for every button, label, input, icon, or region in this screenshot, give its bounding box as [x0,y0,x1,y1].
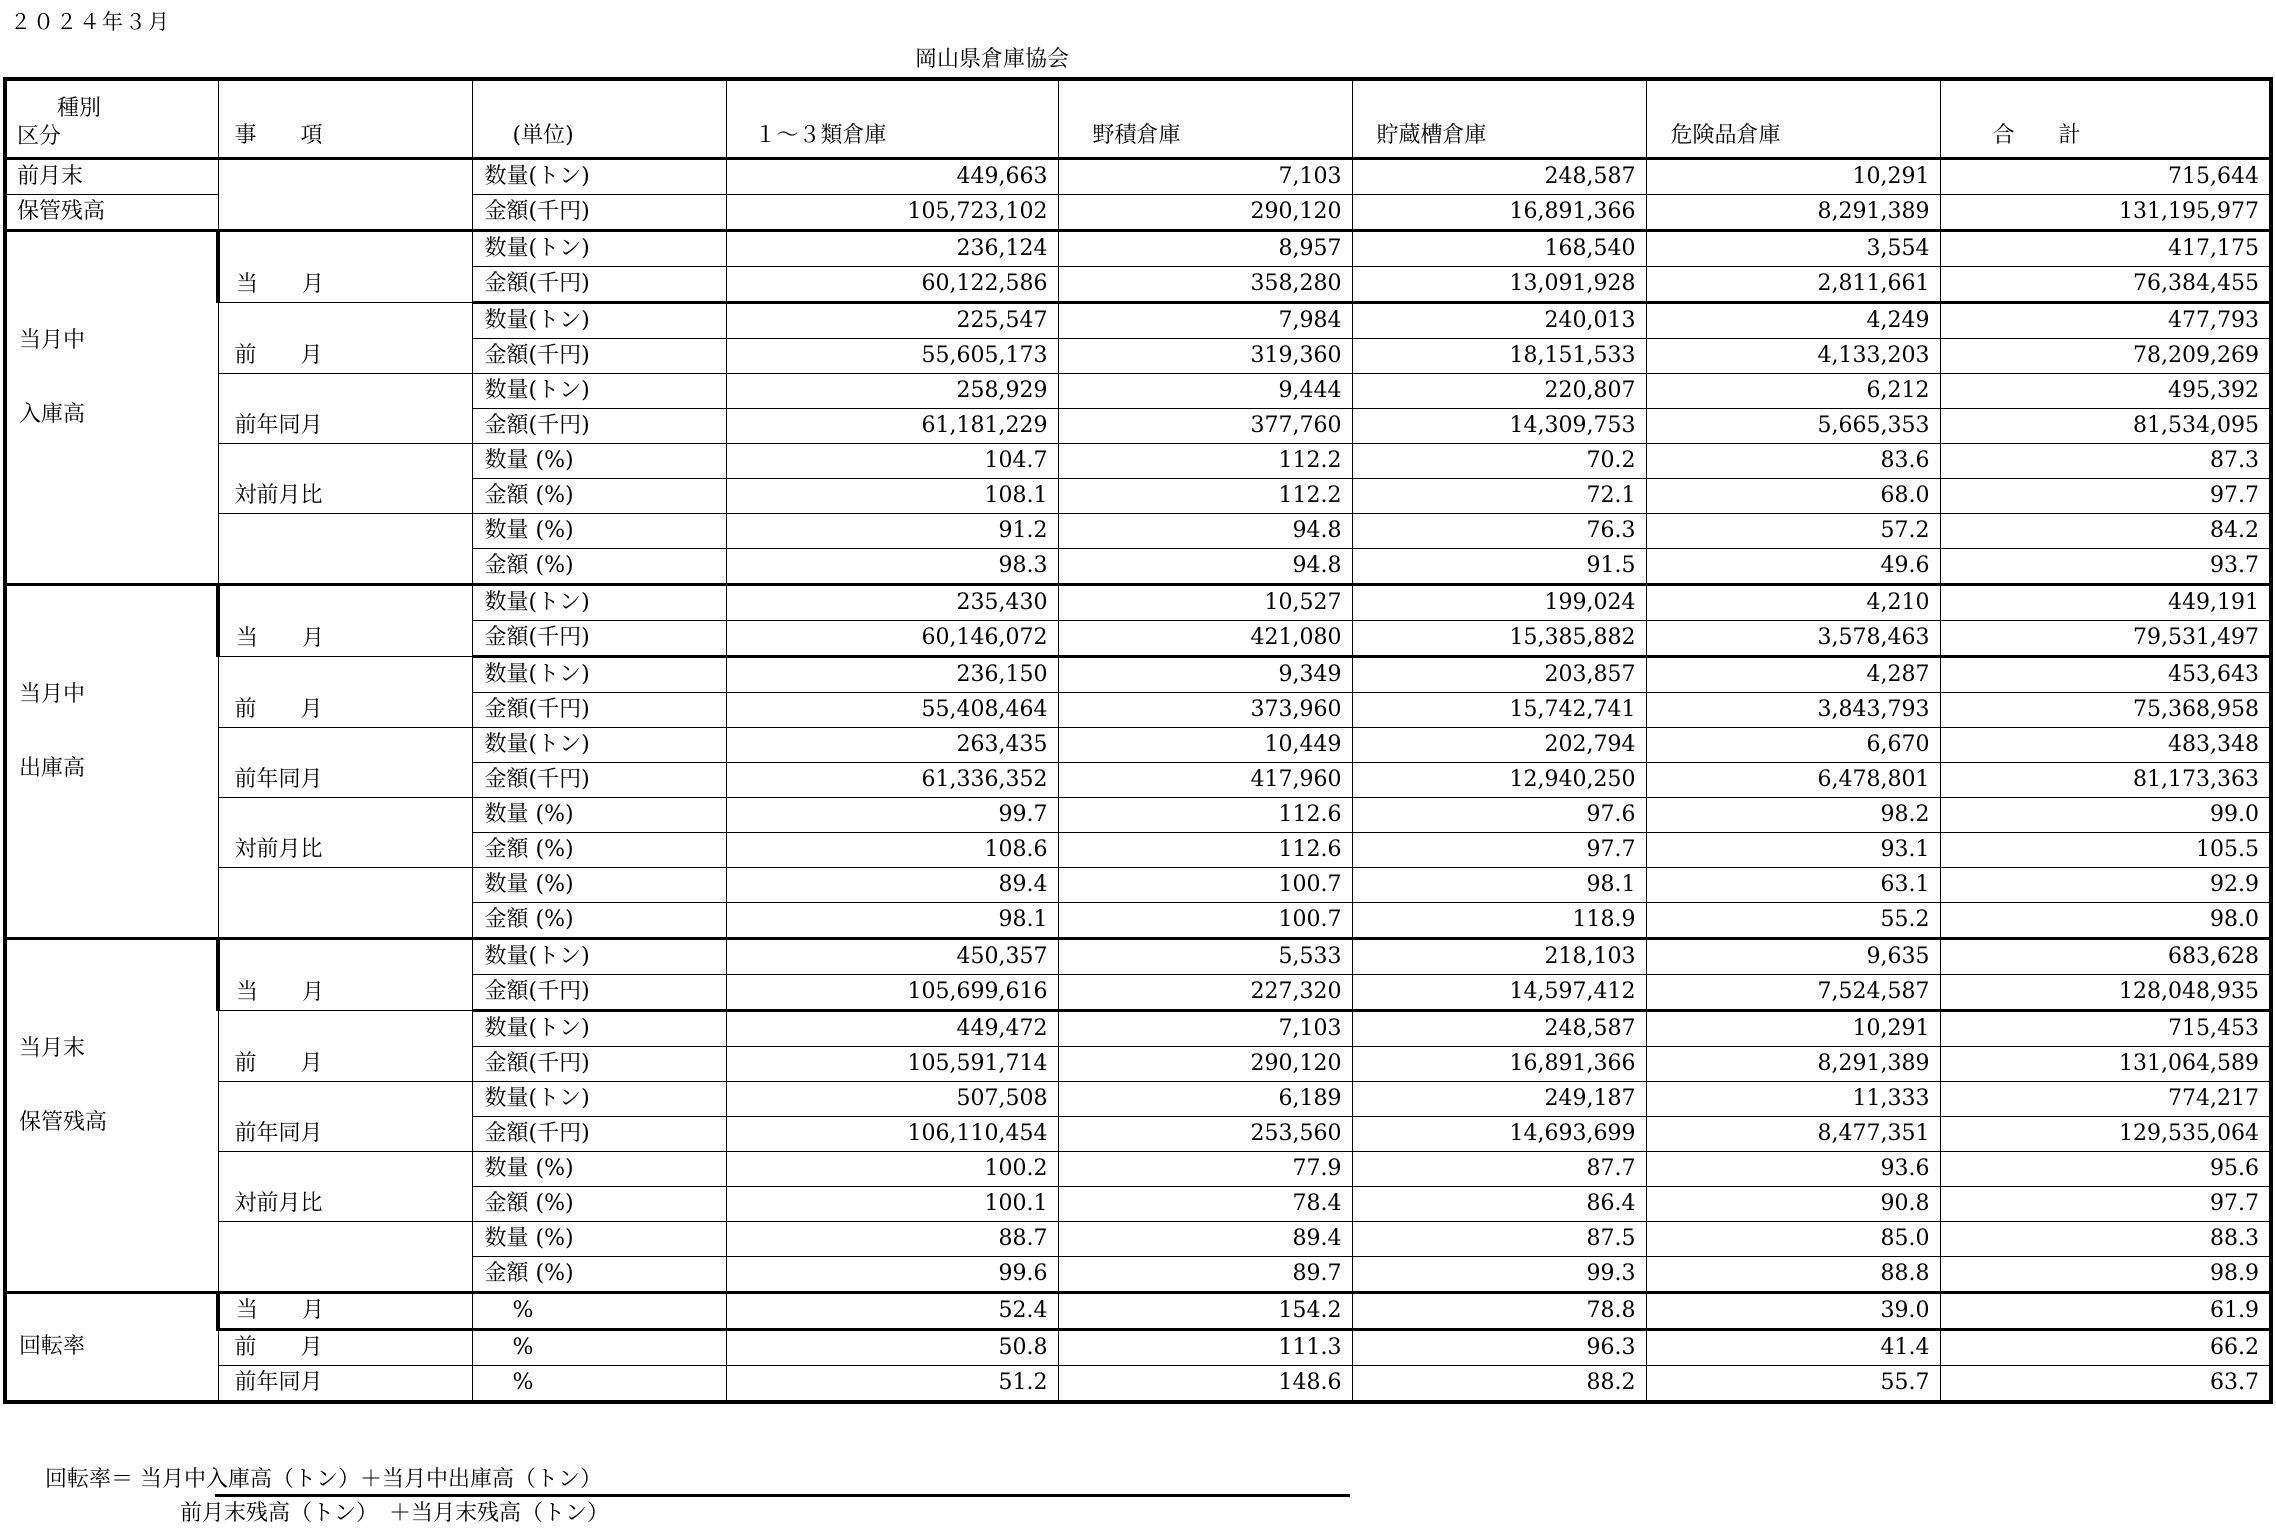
value-cell: 92.9 [1940,868,2271,903]
value-cell: 50.8 [726,1330,1058,1366]
value-cell: 4,249 [1646,303,1940,339]
value-cell: 6,478,801 [1646,763,1940,798]
value-cell: 105,591,714 [726,1047,1058,1082]
value-cell: 97.7 [1940,1187,2271,1222]
value-cell: 240,013 [1352,303,1646,339]
value-cell: 249,187 [1352,1082,1646,1117]
unit-cell: 数量(トン) [472,585,726,621]
value-cell: 373,960 [1058,693,1352,728]
value-cell: 7,524,587 [1646,975,1940,1011]
unit-cell: 金額(千円) [472,267,726,303]
value-cell: 377,760 [1058,409,1352,444]
item-label: 当 月 [218,939,472,1011]
header-unit: (単位) [472,79,726,159]
unit-cell: 金額(千円) [472,1047,726,1082]
value-cell: 100.2 [726,1152,1058,1187]
unit-cell: 数量(トン) [472,657,726,693]
value-cell: 88.7 [726,1222,1058,1257]
value-cell: 715,453 [1940,1011,2271,1047]
value-cell: 258,929 [726,374,1058,409]
value-cell: 253,560 [1058,1117,1352,1152]
category-turnover: 回転率 [5,1293,218,1403]
value-cell: 6,670 [1646,728,1940,763]
value-cell: 236,150 [726,657,1058,693]
value-cell: 111.3 [1058,1330,1352,1366]
value-cell: 18,151,533 [1352,339,1646,374]
item-label: 対前月比 [218,444,472,514]
value-cell: 507,508 [726,1082,1058,1117]
value-cell: 11,333 [1646,1082,1940,1117]
value-cell: 99.6 [726,1257,1058,1293]
value-cell: 81,173,363 [1940,763,2271,798]
value-cell: 61,181,229 [726,409,1058,444]
value-cell: 63.1 [1646,868,1940,903]
value-cell: 131,064,589 [1940,1047,2271,1082]
table-row [5,1222,2271,1257]
value-cell: 199,024 [1352,585,1646,621]
value-cell: 290,120 [1058,195,1352,231]
unit-cell: 金額(千円) [472,693,726,728]
item-label: 前年同月 [218,728,472,798]
unit-cell: 金額(千円) [472,1117,726,1152]
value-cell: 154.2 [1058,1293,1352,1330]
item-label: 前年同月 [218,1082,472,1152]
value-cell: 8,957 [1058,231,1352,267]
value-cell: 93.1 [1646,833,1940,868]
value-cell: 97.6 [1352,798,1646,833]
value-cell: 202,794 [1352,728,1646,763]
value-cell: 55,408,464 [726,693,1058,728]
value-cell: 76,384,455 [1940,267,2271,303]
unit-cell: 数量(トン) [472,374,726,409]
table-row [5,1011,2271,1047]
item-label: 前年同月 [218,374,472,444]
value-cell: 129,535,064 [1940,1117,2271,1152]
value-cell: 83.6 [1646,444,1940,479]
unit-cell: 金額 (%) [472,903,726,939]
value-cell: 89.4 [726,868,1058,903]
value-cell: 131,195,977 [1940,195,2271,231]
unit-cell: % [472,1366,726,1403]
header-jiko: 事 項 [218,79,472,159]
value-cell: 450,357 [726,939,1058,975]
value-cell: 218,103 [1352,939,1646,975]
unit-cell: 金額(千円) [472,763,726,798]
item-label: 対前月比 [218,798,472,868]
table-row [5,231,2271,267]
value-cell: 90.8 [1646,1187,1940,1222]
value-cell: 248,587 [1352,1011,1646,1047]
value-cell: 3,578,463 [1646,621,1940,657]
value-cell: 98.2 [1646,798,1940,833]
value-cell: 7,103 [1058,159,1352,195]
value-cell: 6,189 [1058,1082,1352,1117]
value-cell: 290,120 [1058,1047,1352,1082]
item-label: 前年同月 [218,1366,472,1403]
value-cell: 495,392 [1940,374,2271,409]
organization-name: 岡山県倉庫協会 [915,47,1070,72]
value-cell: 97.7 [1352,833,1646,868]
value-cell: 57.2 [1646,514,1940,549]
value-cell: 108.6 [726,833,1058,868]
table-row [5,159,2271,195]
value-cell: 89.7 [1058,1257,1352,1293]
table-row [5,374,2271,409]
value-cell: 79,531,497 [1940,621,2271,657]
warehouse-statistics-table [3,77,2273,1404]
unit-cell: 金額 (%) [472,549,726,585]
value-cell: 68.0 [1646,479,1940,514]
value-cell: 87.5 [1352,1222,1646,1257]
unit-cell: 数量 (%) [472,444,726,479]
value-cell: 55.7 [1646,1366,1940,1403]
value-cell: 449,472 [726,1011,1058,1047]
unit-cell: 数量 (%) [472,1152,726,1187]
value-cell: 98.3 [726,549,1058,585]
unit-cell: 金額(千円) [472,409,726,444]
value-cell: 55,605,173 [726,339,1058,374]
value-cell: 421,080 [1058,621,1352,657]
category-out-l1: 当月中 [19,682,86,707]
table-row [5,585,2271,621]
header-col-4: 危険品倉庫 [1646,79,1940,159]
value-cell: 7,984 [1058,303,1352,339]
value-cell: 78.8 [1352,1293,1646,1330]
header-shubetsu: 種別 [57,96,102,121]
item-label [218,1222,472,1293]
unit-cell: 金額(千円) [472,339,726,374]
value-cell: 417,960 [1058,763,1352,798]
unit-cell: 金額 (%) [472,833,726,868]
value-cell: 87.3 [1940,444,2271,479]
value-cell: 477,793 [1940,303,2271,339]
header-col-2: 野積倉庫 [1058,79,1352,159]
header-kubun: 区分 [17,124,62,149]
formula-denominator: 前月末残高（トン） ＋当月末残高（トン） [180,1501,610,1526]
item-label: 当 月 [218,1293,472,1330]
item-label: 当 月 [218,231,472,303]
value-cell: 4,133,203 [1646,339,1940,374]
table-row [5,1082,2271,1117]
value-cell: 4,210 [1646,585,1940,621]
item-label [218,868,472,939]
value-cell: 10,527 [1058,585,1352,621]
value-cell: 91.5 [1352,549,1646,585]
unit-cell: 金額 (%) [472,1257,726,1293]
value-cell: 72.1 [1352,479,1646,514]
formula-numerator: 回転率＝ 当月中入庫高（トン）＋当月中出庫高（トン） [45,1467,602,1492]
value-cell: 89.4 [1058,1222,1352,1257]
value-cell: 715,644 [1940,159,2271,195]
value-cell: 84.2 [1940,514,2271,549]
value-cell: 14,309,753 [1352,409,1646,444]
value-cell: 112.6 [1058,798,1352,833]
unit-cell: 数量(トン) [472,1011,726,1047]
value-cell: 99.0 [1940,798,2271,833]
unit-cell: 数量 (%) [472,514,726,549]
unit-cell: 数量(トン) [472,303,726,339]
value-cell: 94.8 [1058,514,1352,549]
value-cell: 449,663 [726,159,1058,195]
value-cell: 70.2 [1352,444,1646,479]
value-cell: 449,191 [1940,585,2271,621]
value-cell: 98.9 [1940,1257,2271,1293]
value-cell: 14,597,412 [1352,975,1646,1011]
category-out-l2: 出庫高 [19,756,86,781]
value-cell: 10,291 [1646,159,1940,195]
value-cell: 112.6 [1058,833,1352,868]
value-cell: 104.7 [726,444,1058,479]
value-cell: 236,124 [726,231,1058,267]
unit-cell: % [472,1293,726,1330]
unit-cell: 金額(千円) [472,621,726,657]
value-cell: 105.5 [1940,833,2271,868]
value-cell: 49.6 [1646,549,1940,585]
item-label: 対前月比 [218,1152,472,1222]
value-cell: 9,635 [1646,939,1940,975]
value-cell: 16,891,366 [1352,195,1646,231]
header-col-5: 合 計 [1940,79,2271,159]
category-end [5,939,218,1293]
value-cell: 16,891,366 [1352,1047,1646,1082]
value-cell: 81,534,095 [1940,409,2271,444]
item-label: 前 月 [218,303,472,374]
value-cell: 98.1 [726,903,1058,939]
value-cell: 66.2 [1940,1330,2271,1366]
value-cell: 148.6 [1058,1366,1352,1403]
value-cell: 100.1 [726,1187,1058,1222]
unit-cell: 数量(トン) [472,159,726,195]
value-cell: 39.0 [1646,1293,1940,1330]
category-in [5,231,218,585]
value-cell: 88.3 [1940,1222,2271,1257]
table-row [5,728,2271,763]
value-cell: 60,122,586 [726,267,1058,303]
item-label: 当 月 [218,585,472,657]
value-cell: 15,742,741 [1352,693,1646,728]
value-cell: 112.2 [1058,444,1352,479]
value-cell: 9,349 [1058,657,1352,693]
value-cell: 100.7 [1058,868,1352,903]
value-cell: 8,477,351 [1646,1117,1940,1152]
value-cell: 227,320 [1058,975,1352,1011]
value-cell: 77.9 [1058,1152,1352,1187]
value-cell: 88.8 [1646,1257,1940,1293]
value-cell: 9,444 [1058,374,1352,409]
value-cell: 112.2 [1058,479,1352,514]
value-cell: 86.4 [1352,1187,1646,1222]
value-cell: 93.7 [1940,549,2271,585]
item-label: 前 月 [218,1011,472,1082]
value-cell: 63.7 [1940,1366,2271,1403]
value-cell: 4,287 [1646,657,1940,693]
unit-cell: 金額 (%) [472,1187,726,1222]
value-cell: 220,807 [1352,374,1646,409]
value-cell: 41.4 [1646,1330,1940,1366]
value-cell: 118.9 [1352,903,1646,939]
table-row [5,939,2271,975]
value-cell: 2,811,661 [1646,267,1940,303]
value-cell: 263,435 [726,728,1058,763]
value-cell: 98.1 [1352,868,1646,903]
value-cell: 95.6 [1940,1152,2271,1187]
table-row [5,868,2271,903]
turnover-formula [45,1462,610,1526]
value-cell: 60,146,072 [726,621,1058,657]
value-cell: 168,540 [1352,231,1646,267]
value-cell: 105,723,102 [726,195,1058,231]
value-cell: 106,110,454 [726,1117,1058,1152]
value-cell: 235,430 [726,585,1058,621]
unit-cell: 数量 (%) [472,868,726,903]
unit-cell: 金額(千円) [472,195,726,231]
value-cell: 6,212 [1646,374,1940,409]
item-label [218,514,472,585]
value-cell: 248,587 [1352,159,1646,195]
category-end-l2: 保管残高 [19,1110,108,1135]
formula-fraction-line [215,1494,1350,1497]
value-cell: 96.3 [1352,1330,1646,1366]
value-cell: 61,336,352 [726,763,1058,798]
unit-cell: 数量 (%) [472,1222,726,1257]
category-end-l1: 当月末 [19,1036,86,1061]
value-cell: 88.2 [1352,1366,1646,1403]
value-cell: 87.7 [1352,1152,1646,1187]
item-label: 前 月 [218,657,472,728]
value-cell: 85.0 [1646,1222,1940,1257]
unit-cell: 金額(千円) [472,975,726,1011]
value-cell: 105,699,616 [726,975,1058,1011]
value-cell: 14,693,699 [1352,1117,1646,1152]
empty-cell [218,159,472,231]
value-cell: 108.1 [726,479,1058,514]
value-cell: 358,280 [1058,267,1352,303]
value-cell: 8,291,389 [1646,1047,1940,1082]
value-cell: 15,385,882 [1352,621,1646,657]
value-cell: 99.3 [1352,1257,1646,1293]
value-cell: 55.2 [1646,903,1940,939]
unit-cell: 金額 (%) [472,479,726,514]
value-cell: 52.4 [726,1293,1058,1330]
table-row [5,303,2271,339]
report-date: ２０２４年３月 [10,10,171,34]
unit-cell: 数量(トン) [472,1082,726,1117]
header-col-3: 貯蔵槽倉庫 [1352,79,1646,159]
value-cell: 683,628 [1940,939,2271,975]
value-cell: 94.8 [1058,549,1352,585]
value-cell: 78.4 [1058,1187,1352,1222]
value-cell: 61.9 [1940,1293,2271,1330]
value-cell: 483,348 [1940,728,2271,763]
table-row [5,798,2271,833]
value-cell: 99.7 [726,798,1058,833]
value-cell: 91.2 [726,514,1058,549]
value-cell: 93.6 [1646,1152,1940,1187]
value-cell: 12,940,250 [1352,763,1646,798]
category-in-l1: 当月中 [19,328,86,353]
header-col-1: １～３類倉庫 [726,79,1058,159]
value-cell: 203,857 [1352,657,1646,693]
category-begin-l2: 保管残高 [5,195,218,231]
table-row [5,1366,2271,1403]
unit-cell: % [472,1330,726,1366]
value-cell: 5,665,353 [1646,409,1940,444]
value-cell: 51.2 [726,1366,1058,1403]
value-cell: 98.0 [1940,903,2271,939]
value-cell: 453,643 [1940,657,2271,693]
value-cell: 10,449 [1058,728,1352,763]
table-row [5,1330,2271,1366]
table-row [5,1152,2271,1187]
category-in-l2: 入庫高 [19,402,86,427]
value-cell: 128,048,935 [1940,975,2271,1011]
value-cell: 319,360 [1058,339,1352,374]
table-row [5,1293,2271,1330]
value-cell: 97.7 [1940,479,2271,514]
value-cell: 7,103 [1058,1011,1352,1047]
value-cell: 75,368,958 [1940,693,2271,728]
category-begin-l1: 前月末 [5,159,218,195]
value-cell: 3,843,793 [1646,693,1940,728]
value-cell: 100.7 [1058,903,1352,939]
unit-cell: 数量(トン) [472,939,726,975]
value-cell: 13,091,928 [1352,267,1646,303]
table-row [5,514,2271,549]
value-cell: 5,533 [1058,939,1352,975]
value-cell: 417,175 [1940,231,2271,267]
item-label: 前 月 [218,1330,472,1366]
header-category [5,79,218,159]
unit-cell: 数量(トン) [472,728,726,763]
value-cell: 8,291,389 [1646,195,1940,231]
table-row [5,444,2271,479]
value-cell: 225,547 [726,303,1058,339]
value-cell: 3,554 [1646,231,1940,267]
unit-cell: 数量(トン) [472,231,726,267]
table-row [5,657,2271,693]
value-cell: 10,291 [1646,1011,1940,1047]
unit-cell: 数量 (%) [472,798,726,833]
value-cell: 774,217 [1940,1082,2271,1117]
value-cell: 76.3 [1352,514,1646,549]
category-out [5,585,218,939]
value-cell: 78,209,269 [1940,339,2271,374]
